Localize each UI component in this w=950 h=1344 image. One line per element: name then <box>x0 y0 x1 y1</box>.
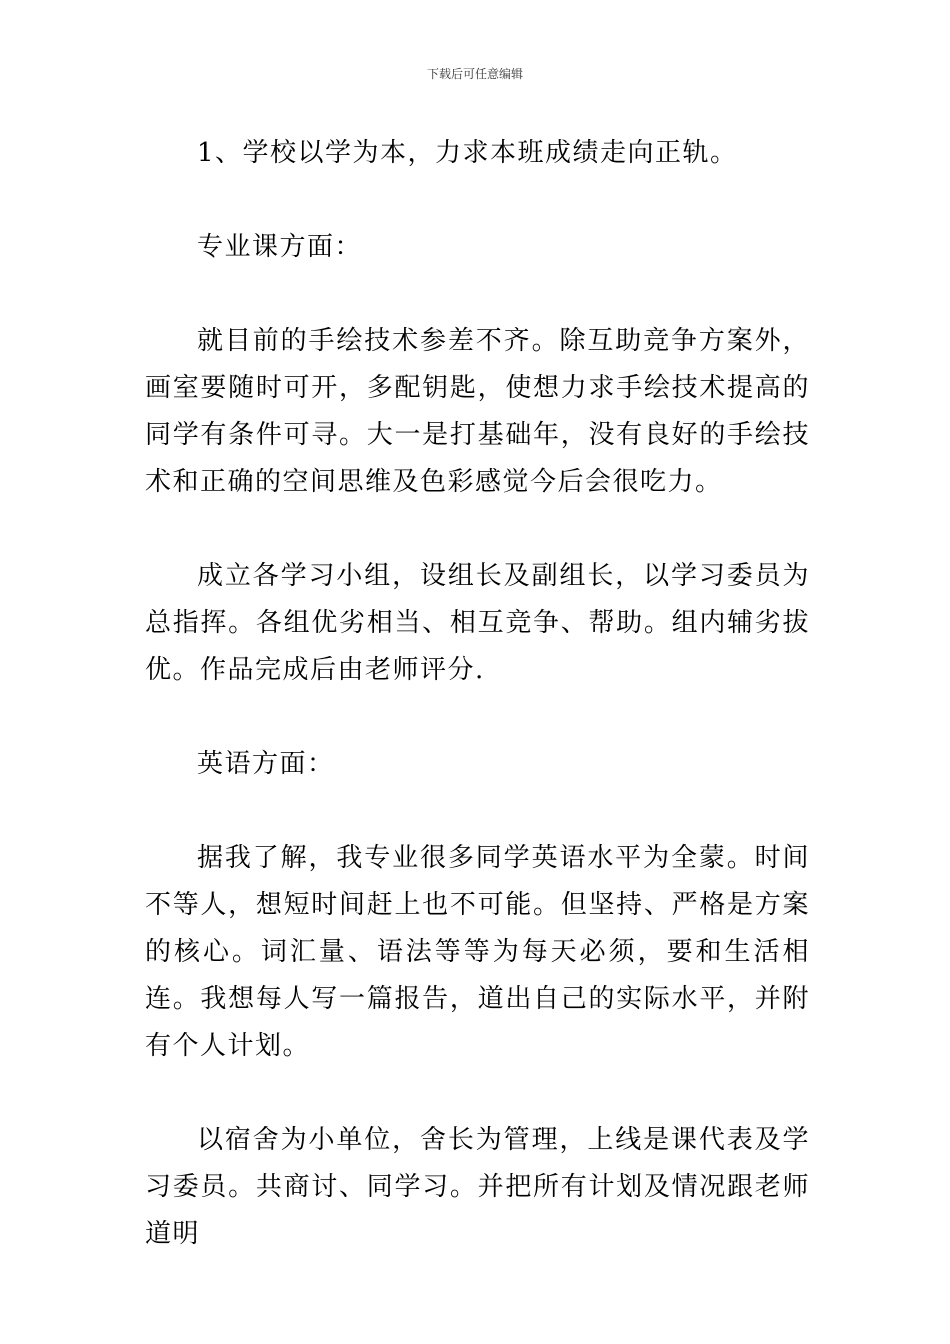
paragraph-drawing-skills: 就目前的手绘技术参差不齐。除互助竞争方案外，画室要随时可开，多配钥匙，使想力求手绘技术提高的同学有条件可寻。大一是打基础年，没有良好的手绘技术和正确的空间思维及色彩感觉今后会很吃力。 <box>145 326 810 497</box>
document-body <box>145 130 810 1258</box>
paragraph-major-course-heading: 专业课方面： <box>197 232 363 262</box>
header-note: 下载后可任意编辑 <box>426 67 523 81</box>
paragraph-english-heading: 英语方面： <box>197 749 335 779</box>
paragraph-dormitory-units: 以宿舍为小单位，舍长为管理，上线是课代表及学习委员。共商讨、同学习。并把所有计划及情况跟老师道明 <box>145 1125 810 1249</box>
paragraph-study-groups: 成立各学习小组，设组长及副组长，以学习委员为总指挥。各组优劣相当、相互竞争、帮助。组内辅劣拔优。作品完成后由老师评分. <box>145 561 810 685</box>
paragraph-study-goal: 1、学校以学为本，力求本班成绩走向正轨。 <box>197 138 738 168</box>
paragraph-english-plan: 据我了解，我专业很多同学英语水平为全蒙。时间不等人，想短时间赶上也不可能。但坚持、严格是方案的核心。词汇量、语法等等为每天必须，要和生活相连。我想每人写一篇报告，道出自己的实际水平，并附有个人计划。 <box>145 843 810 1061</box>
